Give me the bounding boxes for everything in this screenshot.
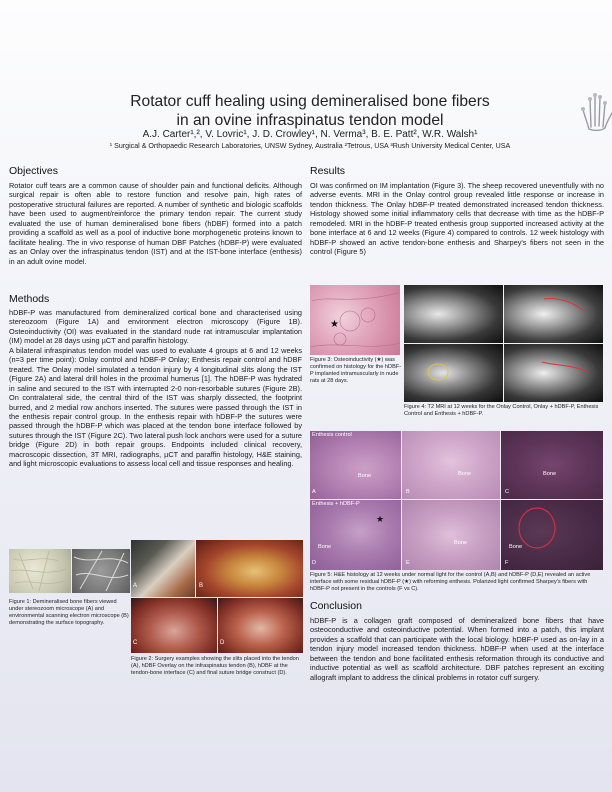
conclusion-heading: Conclusion <box>310 600 362 612</box>
figure-5c-image <box>501 431 603 499</box>
figure-5e-image <box>402 500 500 570</box>
figure-1a-image <box>9 549 71 593</box>
affiliations: ¹ Surgical & Orthopaedic Research Laboratories, UNSW Sydney, Australia ²Tetrous, USA ³Rush University Medical Center, USA <box>109 142 511 150</box>
figure-3-star: ★ <box>330 319 339 330</box>
figure-5c-label: C <box>505 489 510 495</box>
figure-5f-image <box>501 500 603 570</box>
hand-logo-icon <box>579 91 612 131</box>
figure-2c-image <box>131 598 217 653</box>
figure-5f-label: F <box>505 560 509 566</box>
figure-5d-bone-label: Bone <box>318 544 332 550</box>
conclusion-paragraph: hDBF-P is a collagen graft composed of demineralized bone fibers that have osteoconductive and osteoinductive potential. When formed into a patch, this implant provides a scaffold that can participate with the local biology. hDBF-P used as on-lay in a tendon injury model increased tendon thickness. hDBF-P when used at the interface between the tendon and bone facilitated enthesis reformation through its conductive and inductive potential as well as scaffold architecture. DBF patches represent an exciting allograft implant to address the clinical problems in rotator cuff surgery. <box>310 616 604 682</box>
methods-text <box>9 308 302 469</box>
methods-paragraph-1: hDBF-P was manufactured from demineralized cortical bone and characterised using stereozoom (Figure 1A) and environment electron microscopy (Figure 1B). Osteoinductivity (OI) was evaluated in the standard nude rat intramuscular implantation (IM) model at 28 days using µCT and paraffin histology. <box>9 308 302 346</box>
figure-1-caption: Figure 1: Demineralised bone fibers viewed under stereozoom microscope (A) and environmental scanning electron microscope (B) demonstrating the surface topography. <box>9 599 129 626</box>
figure-5d-label: D <box>312 560 317 566</box>
objectives-paragraph: Rotator cuff tears are a common cause of shoulder pain and functional deficits. Although surgical repair is often able to restore function and resolve pain, high rates of postoperative structural failures are reported. A number of synthetic and biologic scaffolds have been used to augment/reinforce the primary tendon repair. The current study evaluated the use of human demineralised bone fibers (hDBF) formed into a patch providing a scaffold as well as a pool of inductive bone morphogenetic proteins known to facilitate healing. The in vivo response of human DBF Patches (hDBF-P) were evaluated as an Onlay over the infraspinatus tendon (IST) and at the IST-bone interface (enthesis) in an adult ovine model. <box>9 181 302 266</box>
figure-4-mri-onlay-hdbf <box>504 285 603 343</box>
results-text <box>310 181 604 257</box>
figure-3-image <box>310 285 400 355</box>
figure-5b-label: B <box>406 489 410 495</box>
figure-5a-image <box>310 431 401 499</box>
figure-2a-image <box>131 540 195 597</box>
figure-2c-label: C <box>133 640 138 646</box>
figure-4-mri-enthesis-control <box>404 344 503 402</box>
figure-5d-star: ★ <box>376 514 385 524</box>
figure-4-mri-enthesis-hdbf <box>504 344 603 402</box>
figure-5f-bone-label: Bone <box>509 544 523 550</box>
results-heading: Results <box>310 165 346 177</box>
figure-2b-label: B <box>199 583 204 589</box>
figure-2a-label: A <box>133 583 138 589</box>
figure-2d-label: D <box>220 640 225 646</box>
figure-4-caption: Figure 4: T2 MRI at 12 weeks for the Onlay Control, Onlay + hDBF-P, Enthesis Control and Enthesis + hDBF-P. <box>404 404 599 417</box>
authors: A.J. Carter¹,², V. Lovric¹, J. D. Crowley¹, N. Verma³, B. E. Patt², W.R. Walsh¹ <box>142 129 478 140</box>
figure-2d-image <box>218 598 303 653</box>
poster-title <box>70 92 550 130</box>
figure-5b-image <box>402 431 500 499</box>
figure-5a-label: A <box>312 489 316 495</box>
title-line-2: in an ovine infraspinatus tendon model <box>176 112 444 129</box>
figure-5e-label: E <box>406 560 410 566</box>
figure-5e-bone-label: Bone <box>454 540 468 546</box>
figure-5-enthesis-hdbf-label: Enthesis + hDBF-P <box>312 501 360 507</box>
figure-5d-image <box>310 500 401 570</box>
title-line-1: Rotator cuff healing using demineralised bone fibers <box>130 93 490 110</box>
figure-5-enthesis-control-label: Enthesis control <box>312 432 352 438</box>
figure-5b-bone-label: Bone <box>458 471 472 477</box>
methods-paragraph-2: A bilateral infraspinatus tendon model was used to evaluate 4 groups at 6 and 12 weeks (n=3 per time point): Onlay control and hDBF-P Onlay; Enthesis repair control and hDBF treated. The Onlay model simulated a tendon injury by 4 longitudinal slits along the IST (Figure 2A) and lateral drill holes in the proximal humerus [1]. The hDBF-P was hydrated in saline and secured to the IST with interrupted 2-0 non-resorbable sutures (Figure 2B). On contralateral side, the central third of the IST was sharply dissected, the footprint burred, and 2 medial row anchors inserted. The sutures were passed through the IST in the enthesis repair control group. In the enthesis repair with hDBF-P the sutures were passed through the hDBF-P which was placed at the tendon bone interface followed by sutures through the IST (Figure 2C). Two lateral push lock anchors were used for a suture bridge (Figure 2D) in both repair groups. Endpoints included clinical recovery, macroscopic dissection, 3T MRI, radiographs, µCT and paraffin histology, H&E staining, and light microscopic evaluations to assess local cell and tissue responses and healing. <box>9 345 302 469</box>
figure-2b-image <box>196 540 303 597</box>
figure-4-mri-onlay-control <box>404 285 503 343</box>
figure-5a-bone-label: Bone <box>358 473 372 479</box>
conclusion-text <box>310 616 604 682</box>
results-paragraph: OI was confirmed on IM implantation (Figure 3). The sheep recovered uneventfully with no adverse events. MRI in the Onlay control group revealed little response or increase in tendon thickness. The Onlay hDBF-P treated demonstrated increased tendon thickness. Histology showed some initial inflammatory cells that decrease with time as the hDBF-P remodeled. MRI in the hDBF-P treated enthesis group supported increased activity at the bone interface at 6 and 12 weeks (Figure 4) compared to controls. 12 week histology with hDBF-P showed an active tendon-bone enthesis and Sharpey's fibers not seen in the control (Figure 5) <box>310 181 604 257</box>
methods-heading: Methods <box>9 293 50 305</box>
figure-2-caption: Figure 2: Surgery examples showing the slits placed into the tendon (A), hDBF Overlay on the infraspinatus tendon (B), hDBF at the tendon-bone interface (C) and final suture bridge construct (D). <box>131 656 299 676</box>
figure-5-caption: Figure 5: H&E histology at 12 weeks under normal light for the control (A,B) and hDBF-P (D,E) revealed an active interface with some residual hDBF-P (★) with reforming enthesis. Polarized light confirmed Sharpey's fibers with hDBF-P not present in the controls (F vs C). <box>310 572 591 592</box>
objectives-heading: Objectives <box>9 165 59 177</box>
objectives-text <box>9 181 302 266</box>
figure-1b-image <box>72 549 130 593</box>
figure-3-caption: Figure 3: Osteoinductivity (★) was confirmed on histology for the hDBF-P implanted intramuscularly in nude rats at 28 days. <box>310 357 402 384</box>
figure-5c-bone-label: Bone <box>543 471 557 477</box>
